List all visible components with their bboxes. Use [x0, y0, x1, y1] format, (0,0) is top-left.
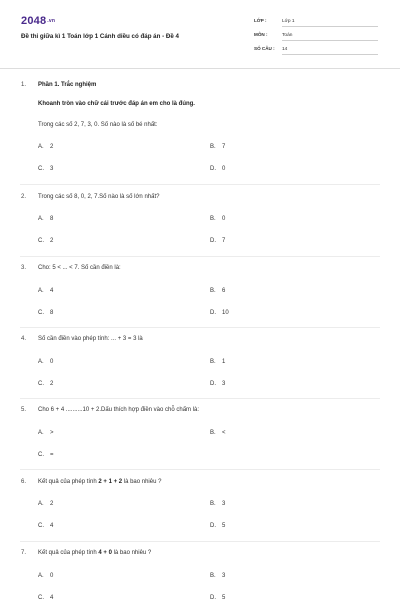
meta-divider	[282, 40, 378, 41]
question-divider	[20, 469, 380, 470]
document-header	[0, 0, 400, 70]
option-d[interactable]: D. 10	[210, 310, 229, 316]
option-a[interactable]: A. 2	[38, 501, 54, 507]
header-divider	[0, 68, 400, 69]
meta-class: LỚP : Lớp 1	[254, 18, 295, 24]
option-b[interactable]: B. 3	[210, 573, 226, 579]
option-c[interactable]: C. 4	[38, 523, 54, 529]
option-a[interactable]: A. 4	[38, 288, 54, 294]
option-a[interactable]: A. >	[38, 430, 54, 436]
option-c[interactable]: C. 2	[38, 381, 54, 387]
meta-divider	[282, 54, 378, 55]
option-d[interactable]: D. 0	[210, 166, 226, 172]
option-d[interactable]: D. 5	[210, 523, 226, 529]
option-d[interactable]: D. 3	[210, 381, 226, 387]
option-c[interactable]: C. 4	[38, 595, 54, 600]
option-d[interactable]: D. 5	[210, 595, 226, 600]
question-divider	[20, 327, 380, 328]
option-c[interactable]: C. 2	[38, 238, 54, 244]
option-b[interactable]: B. 7	[210, 144, 226, 150]
option-a[interactable]: A. 2	[38, 144, 54, 150]
option-b[interactable]: B. 1	[210, 359, 226, 365]
option-a[interactable]: A. 8	[38, 216, 54, 222]
meta-count: SỐ CÂU : 14	[254, 46, 288, 52]
option-b[interactable]: B. 0	[210, 216, 226, 222]
question-divider	[20, 398, 380, 399]
question-text: Cho 6 + 4 ..........10 + 2.Dấu thích hợp điền vào chỗ chấm là:	[38, 407, 200, 413]
question-number: 1.	[21, 82, 27, 88]
question-number: 4.	[21, 336, 27, 342]
question-number: 5.	[21, 407, 27, 413]
question-text: Kết quả của phép tính 4 + 0 là bao nhiêu ?	[38, 550, 152, 556]
option-c[interactable]: C. =	[38, 452, 54, 458]
instruction-text: Khoanh tròn vào chữ cái trước đáp án em cho là đúng.	[38, 101, 195, 107]
question-text: Cho: 5 < ... < 7. Số cần điền là:	[38, 265, 121, 271]
question-divider	[20, 184, 380, 185]
option-c[interactable]: C. 3	[38, 166, 54, 172]
section-heading: Phần 1. Trắc nghiệm	[38, 82, 97, 88]
question-text: Trong các số 8, 0, 2, 7.Số nào là số lớn nhất?	[38, 194, 160, 200]
option-a[interactable]: A. 0	[38, 359, 54, 365]
question-number: 2.	[21, 194, 27, 200]
question-number: 7.	[21, 550, 27, 556]
meta-subject: MÔN : Toán	[254, 32, 293, 38]
question-text: Kết quả của phép tính 2 + 1 + 2 là bao nhiêu ?	[38, 479, 162, 485]
question-text: Trong các số 2, 7, 3, 0. Số nào là số bé nhất:	[38, 122, 158, 128]
site-logo[interactable]: 2048.vn	[21, 15, 56, 27]
option-a[interactable]: A. 0	[38, 573, 54, 579]
meta-divider	[282, 26, 378, 27]
question-number: 3.	[21, 265, 27, 271]
question-text: Số cần điền vào phép tính: ... + 3 = 3 là	[38, 336, 143, 342]
option-b[interactable]: B. 6	[210, 288, 226, 294]
question-divider	[20, 256, 380, 257]
question-divider	[20, 541, 380, 542]
option-d[interactable]: D. 7	[210, 238, 226, 244]
option-c[interactable]: C. 8	[38, 310, 54, 316]
document-title: Đề thi giữa kì 1 Toán lớp 1 Cánh diều có đáp án - Đề 4	[21, 33, 179, 40]
question-number: 6.	[21, 479, 27, 485]
option-b[interactable]: B. <	[210, 430, 226, 436]
option-b[interactable]: B. 3	[210, 501, 226, 507]
